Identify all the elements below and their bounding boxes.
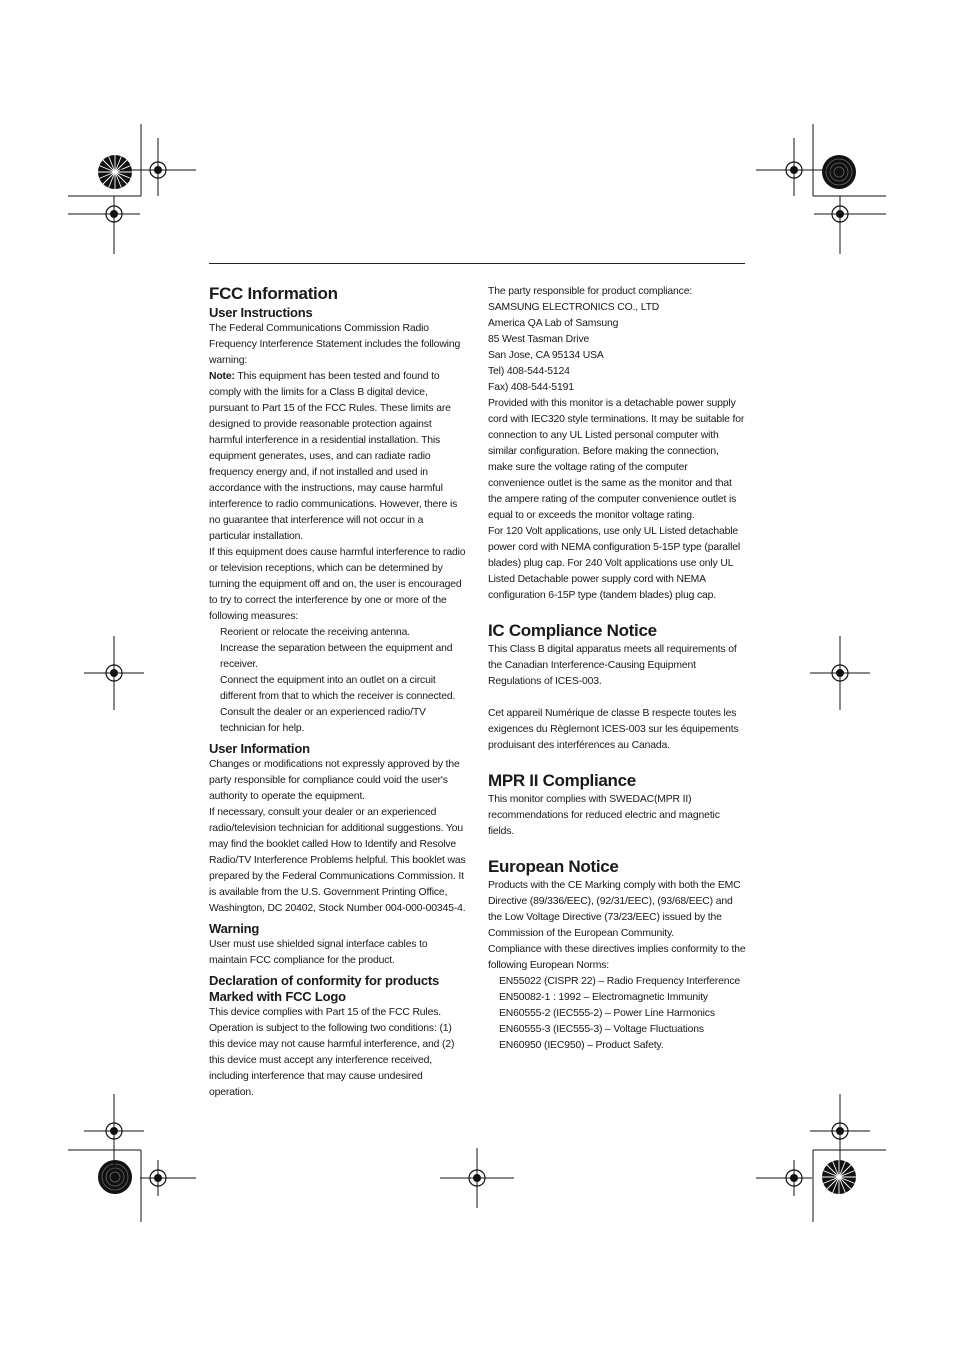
header-rule (209, 263, 745, 264)
note-paragraph (209, 369, 467, 545)
european-text-2: Compliance with these directives implies conformity to the following European Norms: (488, 944, 746, 971)
right-column (488, 284, 746, 1054)
norm-item: EN50082-1 : 1992 – Electromagnetic Immunity (499, 992, 708, 1003)
power-cord-p1: Provided with this monitor is a detachable power supply cord with IEC320 style terminations. It may be suitable for connection to any UL Listed personal computer with similar configuration. Before making the connection, make sure the voltage rating of the computer convenience outlet is the same as the monitor and that the ampere rating of the computer convenience outlet is equal to or exceeds the monitor voltage rating. (488, 398, 745, 521)
warning-heading: Warning (209, 921, 260, 936)
measure-item: Reorient or relocate the receiving antenna. (220, 627, 410, 638)
fcc-title: FCC Information (209, 284, 338, 303)
european-title: European Notice (488, 857, 619, 876)
mpr-text: This monitor complies with SWEDAC(MPR II) recommendations for reduced electric and magnetic fields. (488, 794, 720, 837)
address-line: Fax) 408-544-5191 (488, 382, 574, 393)
mpr-title: MPR II Compliance (488, 771, 636, 790)
norm-item: EN55022 (CISPR 22) – Radio Frequency Interference (499, 976, 741, 987)
measure-item: Consult the dealer or an experienced radio/TV technician for help. (220, 707, 426, 734)
address-line: Tel) 408-544-5124 (488, 366, 570, 377)
address-line: SAMSUNG ELECTRONICS CO., LTD (488, 302, 660, 313)
norm-item: EN60555-2 (IEC555-2) – Power Line Harmonics (499, 1008, 715, 1019)
left-column (209, 283, 467, 1101)
party-intro: The party responsible for product compliance: (488, 286, 693, 297)
user-information-p2: If necessary, consult your dealer or an experienced radio/television technician for additional suggestions. You may find the booklet called How to Identify and Resolve Radio/TV Interference Problems helpful. This booklet was prepared by the Federal Communications Commission. It is available from the U.S. Government Printing Office, Washington, DC 20402, Stock Number 004-000-00345-4. (209, 807, 466, 914)
note-text: This equipment has been tested and found to comply with the limits for a Class B digital device, pursuant to Part 15 of the FCC Rules. These limits are designed to provide reasonable protection against harmful interference in a residential installation. This equipment generates, uses, and can radiate radio frequency energy and, if not installed and used in accordance with the instructions, may cause harmful interference to radio communications. However, there is no guarantee that interference will not occur in a particular installation. (209, 371, 458, 542)
user-instructions-heading: User Instructions (209, 305, 313, 320)
user-instructions-text: The Federal Communications Commission Radio Frequency Interference Statement includes the following warning: (209, 323, 461, 366)
address-line: San Jose, CA 95134 USA (488, 350, 604, 361)
measure-item: Connect the equipment into an outlet on a circuit different from that to which the receiver is connected. (220, 675, 456, 702)
declaration-text: This device complies with Part 15 of the FCC Rules. Operation is subject to the following two conditions: (1) this device may not cause harmful interference, and (2) this device must accept any interference received, including interference that may cause undesired operation. (209, 1007, 455, 1098)
address-line: America QA Lab of Samsung (488, 318, 619, 329)
measure-item: Increase the separation between the equipment and receiver. (220, 643, 453, 670)
ic-french: Cet appareil Numérique de classe B respecte toutes les exigences du Règlemont ICES-003 sur les équipements produisant des interférences au Canada. (488, 708, 739, 751)
declaration-heading: Declaration of conformity for products Marked with FCC Logo (209, 973, 440, 1004)
harmful-interference-text: If this equipment does cause harmful interference to radio or television receptions, which can be determined by turning the equipment off and on, the user is encouraged to try to correct the interference by one or more of the following measures: (209, 547, 466, 622)
user-information-p1: Changes or modifications not expressly approved by the party responsible for compliance could void the user's authority to operate the equipment. (209, 759, 460, 802)
ic-title: IC Compliance Notice (488, 621, 657, 640)
power-cord-p2: For 120 Volt applications, use only UL Listed detachable power cord with NEMA configuration 5-15P type (parallel blades) plug cap. For 240 Volt applications use only UL Listed Detachable power supply cord with NEMA configuration 6-15P type (tandem blades) plug cap. (488, 526, 741, 601)
norm-item: EN60555-3 (IEC555-3) – Voltage Fluctuations (499, 1024, 704, 1035)
note-label: Note: (209, 371, 235, 382)
warning-text: User must use shielded signal interface cables to maintain FCC compliance for the product. (209, 939, 428, 966)
ic-english: This Class B digital apparatus meets all requirements of the Canadian Interference-Causing Equipment Regulations of ICES-003. (488, 644, 737, 687)
norm-item: EN60950 (IEC950) – Product Safety. (499, 1040, 664, 1051)
european-text: Products with the CE Marking comply with both the EMC Directive (89/336/EEC), (92/31/EEC), (93/68/EEC) and the Low Voltage Directive (73/23/EEC) issued by the Commission of the European Community. (488, 880, 741, 939)
user-information-heading: User Information (209, 741, 310, 756)
address-line: 85 West Tasman Drive (488, 334, 590, 345)
